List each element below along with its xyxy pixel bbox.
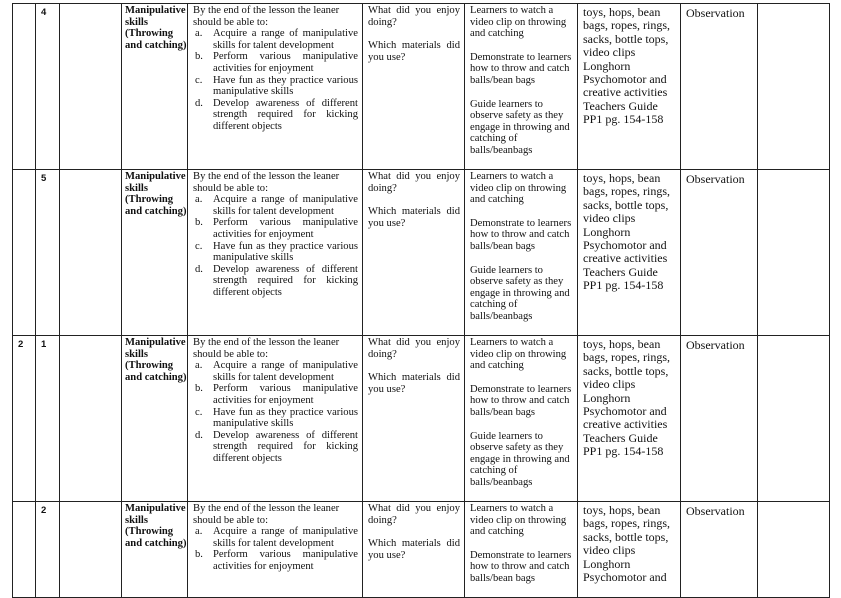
learning-experience: Demonstrate to learners how to throw and catch balls/bean bags	[470, 51, 572, 86]
objective-item	[193, 217, 358, 240]
objective-text: Perform various manipulative activities for enjoyment	[213, 51, 358, 74]
resources-cell: toys, hops, bean bags, ropes, rings, sacks, bottle tops, video clips Longhorn Psychomotor and creative activities Teachers Guide PP1 pg. 154-158	[578, 4, 681, 170]
resources-cell: toys, hops, bean bags, ropes, rings, sacks, bottle tops, video clips Longhorn Psychomotor and	[578, 502, 681, 598]
objectives-list	[193, 194, 358, 298]
objective-text: Develop awareness of different strength required for kicking different objects	[213, 429, 358, 464]
objective-marker: d.	[195, 97, 203, 109]
objective-text: Acquire a range of manipulative skills for talent development	[213, 194, 358, 217]
learning-experience: Learners to watch a video clip on throwing and catching	[470, 5, 567, 40]
objective-text: Develop awareness of different strength required for kicking different objects	[213, 97, 358, 132]
objectives-intro: By the end of the lesson the leaner should be able to:	[193, 503, 340, 526]
sub-strand-cell: Manipulative skills (Throwing and catching)	[122, 502, 188, 598]
objective-marker: a.	[195, 194, 203, 206]
strand-cell	[60, 502, 122, 598]
objective-marker: c.	[195, 240, 203, 252]
table-row	[13, 170, 830, 336]
learning-experience: Demonstrate to learners how to throw and catch balls/bean bags	[470, 217, 572, 252]
reflection-cell	[758, 502, 830, 598]
objective-text: Perform various manipulative activities for enjoyment	[213, 217, 358, 240]
objectives-list	[193, 360, 358, 464]
learning-experience: Learners to watch a video clip on throwing and catching	[470, 337, 567, 372]
assessment-cell: Observation	[681, 4, 758, 170]
inquiry-cell	[363, 4, 465, 170]
learning-experience: Learners to watch a video clip on throwing and catching	[470, 503, 567, 538]
objective-text: Perform various manipulative activities for enjoyment	[213, 549, 358, 572]
week-cell: 2	[13, 336, 36, 502]
lesson-cell: 5	[36, 170, 60, 336]
reflection-cell	[758, 4, 830, 170]
reflection-cell	[758, 170, 830, 336]
objective-text: Acquire a range of manipulative skills for talent development	[213, 28, 358, 51]
objectives-cell	[188, 4, 363, 170]
objective-marker: b.	[195, 549, 203, 561]
objectives-cell	[188, 336, 363, 502]
learning-experience: Guide learners to observe safety as they engage in throwing and catching of balls/beanbags	[470, 430, 570, 488]
sub-strand-cell: Manipulative skills (Throwing and catching)	[122, 170, 188, 336]
objective-marker: c.	[195, 74, 203, 86]
objective-item	[193, 526, 358, 549]
objective-marker: c.	[195, 406, 203, 418]
table-row	[13, 502, 830, 598]
inquiry-cell	[363, 502, 465, 598]
reflection-cell	[758, 336, 830, 502]
learning-experience: Guide learners to observe safety as they engage in throwing and catching of balls/beanbags	[470, 264, 570, 322]
objective-item	[193, 98, 358, 133]
learning-experiences-cell	[465, 4, 578, 170]
objective-marker: d.	[195, 429, 203, 441]
sub-strand-cell: Manipulative skills (Throwing and catching)	[122, 336, 188, 502]
objective-item	[193, 360, 358, 383]
objective-marker: a.	[195, 526, 203, 538]
objective-marker: d.	[195, 263, 203, 275]
learning-experience: Learners to watch a video clip on throwing and catching	[470, 171, 567, 206]
inquiry-question: Which materials did you use?	[368, 40, 460, 63]
objectives-list	[193, 526, 358, 572]
sub-strand-cell: Manipulative skills (Throwing and catching)	[122, 4, 188, 170]
inquiry-question: What did you enjoy doing?	[368, 337, 460, 360]
scheme-of-work-table	[12, 3, 830, 598]
objectives-intro: By the end of the lesson the leaner should be able to:	[193, 171, 340, 194]
objective-item	[193, 51, 358, 74]
objective-item	[193, 241, 358, 264]
strand-cell	[60, 170, 122, 336]
objective-text: Have fun as they practice various manipulative skills	[213, 74, 358, 98]
objective-item	[193, 194, 358, 217]
objectives-list	[193, 28, 358, 132]
strand-cell	[60, 4, 122, 170]
learning-experiences-cell	[465, 170, 578, 336]
learning-experiences-cell	[465, 336, 578, 502]
objective-text: Acquire a range of manipulative skills for talent development	[213, 526, 358, 549]
learning-experience: Demonstrate to learners how to throw and catch balls/bean bags	[470, 383, 572, 418]
objective-item	[193, 549, 358, 572]
lesson-cell: 2	[36, 502, 60, 598]
learning-experiences-cell	[465, 502, 578, 598]
objective-marker: b.	[195, 51, 203, 63]
week-cell	[13, 4, 36, 170]
assessment-cell: Observation	[681, 336, 758, 502]
objective-text: Have fun as they practice various manipulative skills	[213, 406, 358, 430]
objective-marker: a.	[195, 28, 203, 40]
learning-experience: Guide learners to observe safety as they engage in throwing and catching of balls/beanbags	[470, 98, 570, 156]
inquiry-question: What did you enjoy doing?	[368, 503, 460, 526]
inquiry-cell	[363, 336, 465, 502]
learning-experience: Demonstrate to learners how to throw and catch balls/bean bags	[470, 549, 572, 584]
objective-item	[193, 75, 358, 98]
week-cell	[13, 170, 36, 336]
table-row	[13, 4, 830, 170]
objective-item	[193, 264, 358, 299]
resources-cell: toys, hops, bean bags, ropes, rings, sacks, bottle tops, video clips Longhorn Psychomotor and creative activities Teachers Guide PP1 pg. 154-158	[578, 170, 681, 336]
resources-cell: toys, hops, bean bags, ropes, rings, sacks, bottle tops, video clips Longhorn Psychomotor and creative activities Teachers Guide PP1 pg. 154-158	[578, 336, 681, 502]
objective-marker: b.	[195, 383, 203, 395]
objectives-cell	[188, 502, 363, 598]
objective-marker: a.	[195, 360, 203, 372]
week-cell	[13, 502, 36, 598]
objectives-intro: By the end of the lesson the leaner should be able to:	[193, 5, 340, 28]
assessment-cell: Observation	[681, 170, 758, 336]
objective-text: Perform various manipulative activities for enjoyment	[213, 383, 358, 406]
objective-item	[193, 383, 358, 406]
inquiry-question: Which materials did you use?	[368, 538, 460, 561]
objective-item	[193, 28, 358, 51]
inquiry-question: Which materials did you use?	[368, 372, 460, 395]
inquiry-question: What did you enjoy doing?	[368, 5, 460, 28]
objective-text: Have fun as they practice various manipulative skills	[213, 240, 358, 264]
objective-item	[193, 430, 358, 465]
objectives-intro: By the end of the lesson the leaner should be able to:	[193, 337, 340, 360]
lesson-cell: 1	[36, 336, 60, 502]
objective-text: Develop awareness of different strength required for kicking different objects	[213, 263, 358, 298]
objectives-cell	[188, 170, 363, 336]
table-row	[13, 336, 830, 502]
inquiry-question: What did you enjoy doing?	[368, 171, 460, 194]
inquiry-question: Which materials did you use?	[368, 206, 460, 229]
objective-item	[193, 407, 358, 430]
assessment-cell: Observation	[681, 502, 758, 598]
inquiry-cell	[363, 170, 465, 336]
objective-text: Acquire a range of manipulative skills for talent development	[213, 360, 358, 383]
objective-marker: b.	[195, 217, 203, 229]
lesson-cell: 4	[36, 4, 60, 170]
strand-cell	[60, 336, 122, 502]
